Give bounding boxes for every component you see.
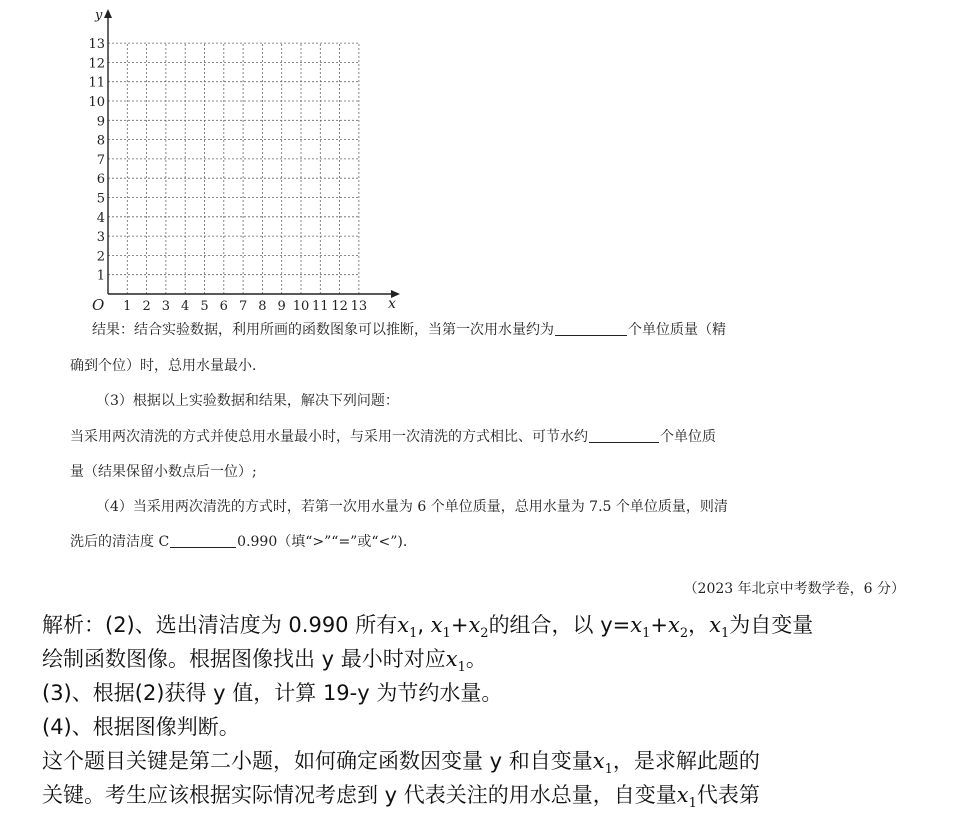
result-line-2 [70,356,256,376]
y-tick-label: 12 [88,56,105,72]
q3-text-b: 个单位质 [660,429,716,445]
source-citation: （2023 年北京中考数学卷，6 分） [683,581,905,597]
analysis-text: (4)、根据图像判断。 [42,715,240,739]
y-tick-label: 6 [96,172,105,188]
analysis-text: 为自变量 [729,613,814,637]
coordinate-grid-figure [78,4,408,316]
var-x2: $x_2$ [668,613,689,642]
var-x1: $x_1$ [709,613,730,642]
analysis-text: 。 [465,647,487,671]
var-x1: $x_1$ [430,613,451,642]
analysis-text: 绘制函数图像。根据图像找出 y 最小时对应 [42,647,446,671]
question-4-line-2 [70,532,407,552]
analysis-text: ， [688,613,710,637]
plus-sign: + [650,613,668,637]
var-x1: $x_1$ [397,613,418,642]
y-axis-arrow [104,9,112,18]
q3-text-c: 量（结果保留小数点后一位）; [70,464,257,480]
result-text-c: 确到个位）时，总用水量最小. [70,358,257,374]
y-tick-labels [88,37,105,284]
y-tick-label: 3 [96,230,105,246]
x-tick-label: 12 [331,299,348,314]
x-tick-label: 1 [123,299,132,314]
question-3-line-2 [70,462,257,482]
x-tick-label: 13 [350,299,368,314]
x-tick-label: 9 [277,299,286,314]
x-tick-labels [123,299,367,314]
y-tick-label: 13 [88,37,105,53]
result-line-1 [92,320,726,340]
q4-text-c: 0.990（填“>”“=”或“<”). [237,534,408,550]
question-4-line-1 [96,497,728,517]
plus-sign: + [450,613,469,637]
analysis-text: 代表第 [696,783,760,807]
x-tick-label: 7 [238,299,248,314]
axes [104,9,400,298]
var-x1: $x_1$ [630,613,651,642]
analysis-text: 解析：(2)、选出清洁度为 0.990 所有 [42,613,398,637]
analysis-text: 的组合，以 y= [488,613,631,637]
analysis-text: ，是求解此题的 [612,749,760,773]
x-axis-label: x [388,296,396,312]
comma: , [417,613,431,637]
x-tick-label: 8 [258,299,267,314]
x-tick-label: 10 [292,299,310,314]
q4-text-b: 洗后的清洁度 C [70,534,170,550]
var-x1: $x_1$ [445,647,466,676]
answer-blank-1 [555,321,627,336]
y-tick-label: 2 [96,249,105,265]
x-tick-label: 6 [219,299,228,314]
y-tick-label: 1 [96,268,105,284]
y-axis-label: y [95,8,103,23]
y-tick-label: 5 [96,191,105,207]
question-3-line-1 [70,427,716,447]
result-text-a: 结果：结合实验数据，利用所画的函数图象可以推断，当第一次用水量约为 [92,322,554,338]
var-x1: $x_1$ [592,749,613,778]
analysis-text: 关键。考生应该根据实际情况考虑到 y 代表关注的用水总量，自变量 [42,783,677,807]
analysis-line-6 [42,780,760,819]
analysis-text: 这个题目关键是第二小题，如何确定函数因变量 y 和自变量 [42,749,593,773]
answer-blank-3 [170,533,236,548]
analysis-line-4 [42,712,240,742]
y-tick-label: 4 [96,210,105,226]
var-x1: $x_1$ [676,783,697,812]
q4-text-a: （4）当采用两次清洗的方式时，若第一次用水量为 6 个单位质量，总用水量为 7.5 个单位质量，则清 [96,499,728,515]
x-tick-label: 5 [200,299,209,314]
answer-blank-2 [589,428,659,443]
x-tick-label: 2 [142,299,151,314]
x-tick-label: 11 [312,299,329,314]
q3-head-text: （3）根据以上实验数据和结果，解决下列问题： [96,393,399,409]
analysis-text: (3)、根据(2)获得 y 值，计算 19-y 为节约水量。 [42,681,503,705]
result-text-b: 个单位质量（精 [628,322,726,338]
x-tick-label: 3 [161,299,171,314]
q3-text-a: 当采用两次清洗的方式并使总用水量最小时，与采用一次清洗的方式相比、可节水约 [70,429,588,445]
var-x2: $x_2$ [468,613,489,642]
question-3-heading [96,391,399,411]
x-tick-label: 4 [181,299,190,314]
y-tick-label: 7 [96,152,105,168]
origin-label: O [92,296,105,314]
grid-lines [108,43,359,294]
y-tick-label: 10 [88,95,105,110]
y-tick-label: 9 [96,114,105,130]
y-tick-label: 11 [88,75,105,91]
analysis-line-3 [42,678,502,708]
y-tick-label: 8 [96,133,105,149]
